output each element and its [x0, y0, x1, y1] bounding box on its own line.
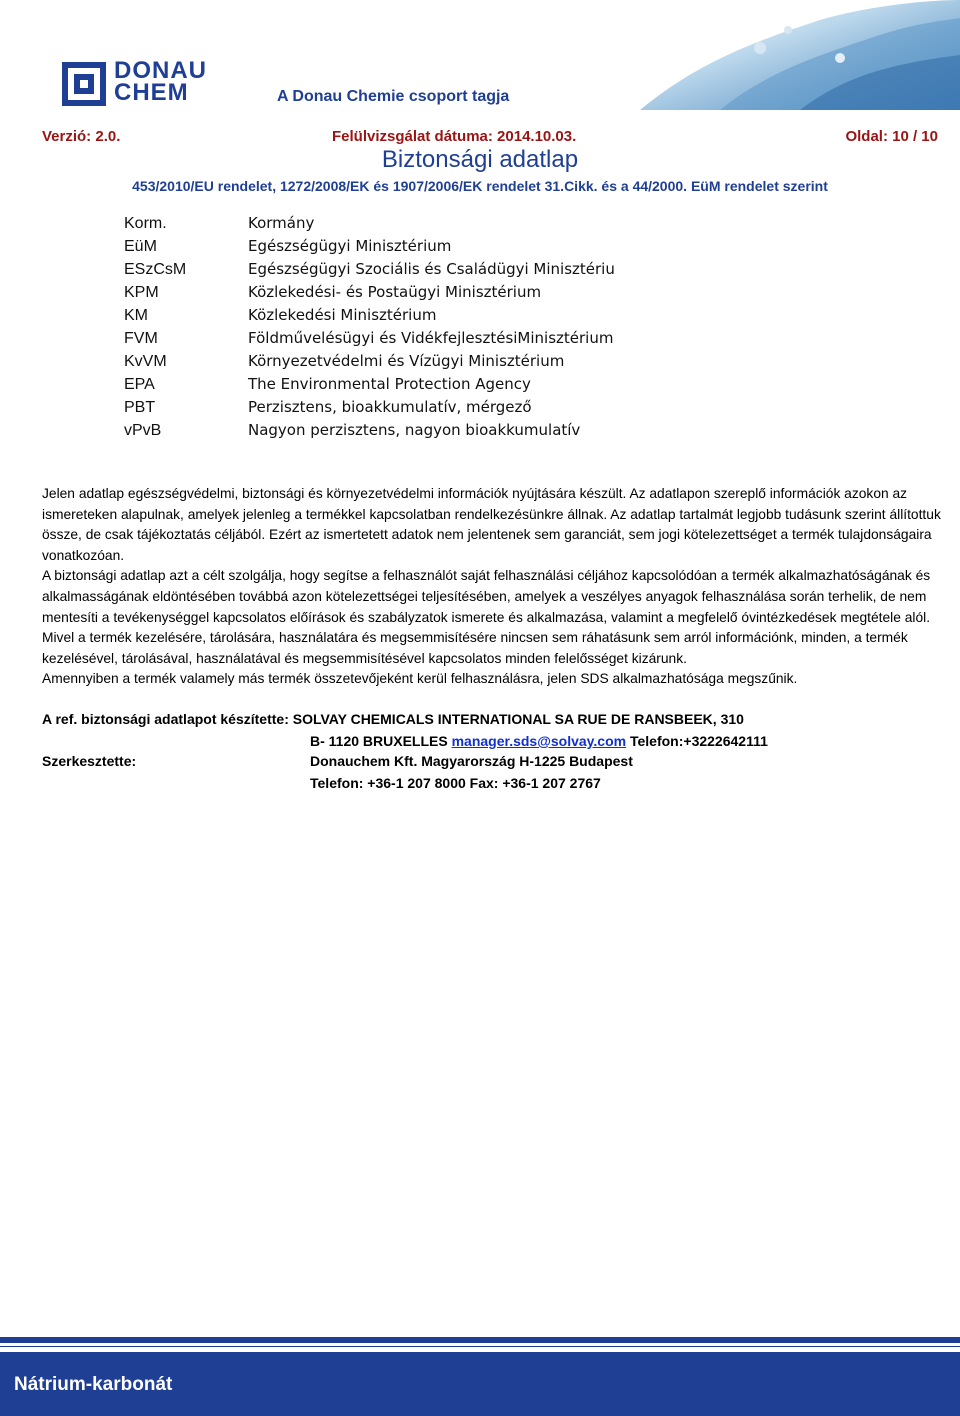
logo-line2: CHEM [114, 79, 189, 106]
abbreviation-item: vPvB Nagyon perzisztens, nagyon bioakkumulatív [124, 421, 581, 439]
abbreviation-list [124, 212, 615, 442]
abbreviation-item: KvVM Környezetvédelmi és Vízügyi Minisztérium [124, 352, 565, 370]
donau-chem-logo [62, 57, 232, 112]
reference-sds-author: A ref. biztonsági adatlapot készítette: SOLVAY CHEMICALS INTERNATIONAL SA RUE DE RANSBEEK, 310 [42, 711, 744, 727]
abbreviation-item: EüM Egészségügyi Minisztérium [124, 237, 452, 255]
reference-address: B- 1120 BRUXELLES manager.sds@solvay.com Telefon:+3222642111 [310, 733, 768, 749]
disclaimer-paragraph: Jelen adatlap egészségvédelmi, biztonsági és környezetvédelmi információk nyújtására készült. Az adatlapon szereplő információk azokon az ismereteken alapulnak, amelyek jelenleg a termékkel kapcsolatban rendelkezésünkre állnak. Az adatlap tartalmát legjobb tudásunk szerint állítottuk össze, de csak tájékoztatás céljából. Ezért az ismertetett adatok nem jelentenek sem garanciát, sem jogi kötelezettséget a termék tulajdonságaira vonatkozóan. [42, 486, 941, 563]
disclaimer-paragraph: Mivel a termék kezelésére, tárolására, használatára és megsemmisítésére nincsen sem ráhatásunk sem arról információnk, minden, a termék kezelésével, tárolásával, használatával és megsemmisítésével kapcsolatos minden felelősséget kizárunk. [42, 630, 908, 666]
footer-bar [0, 1352, 960, 1416]
abbreviation-item: EPA The Environmental Protection Agency [124, 375, 531, 393]
document-header [0, 0, 960, 120]
document-title: Biztonsági adatlap [381, 146, 579, 173]
abbreviation-item: Korm. Kormány [124, 214, 315, 232]
email-link[interactable]: manager.sds@solvay.com [451, 733, 627, 749]
tagline: A Donau Chemie csoport tagja [277, 88, 510, 105]
editor-label: Szerkesztette: [42, 753, 137, 769]
abbreviation-item: ESzCsM Egészségügyi Szociális és Családügyi Minisztériu [124, 260, 615, 278]
editor-company: Donauchem Kft. Magyarország H-1225 Budapest [310, 753, 633, 769]
footer-divider [0, 1337, 960, 1343]
disclaimer-paragraph: Amennyiben a termék valamely más termék összetevőjeként kerül felhasználásra, jelen SDS alkalmazhatósága megszűnik. [42, 671, 798, 687]
abbreviation-item: FVM Földművelésügyi és VidékfejlesztésiMinisztérium [124, 329, 614, 347]
disclaimer-paragraph: A biztonsági adatlap azt a célt szolgálja, hogy segítse a felhasználót saját felhasználási céljához kapcsolódóan a termék alkalmazhatóságának és alkalmasságának eldöntésében továbbá azon kötelezettségei teljesítésében, amelyek a veszélyes anyagok felhasználása során terhelik, de nem mentesíti a tevékenységgel kapcsolatos előírások és szabályzatok ismerete és alkalmazása, valamint a megfelelő óvintézkedések megtétele alól. [42, 568, 931, 625]
abbreviation-item: KPM Közlekedési- és Postaügyi Minisztérium [124, 283, 542, 301]
abbreviation-item: KM Közlekedési Minisztérium [124, 306, 437, 324]
water-splash-image [520, 0, 960, 110]
product-name: Nátrium-karbonát [14, 1374, 173, 1395]
footer-divider [0, 1346, 960, 1347]
version: Verzió: 2.0. [42, 128, 121, 145]
disclaimer-text [42, 484, 958, 690]
page-number: Oldal: 10 / 10 [845, 128, 938, 145]
revision-date: Felülvizsgálat dátuma: 2014.10.03. [332, 128, 577, 145]
logo-line1: DONAU [114, 57, 207, 84]
regulation-subtitle: 453/2010/EU rendelet, 1272/2008/EK és 1907/2006/EK rendelet 31.Cikk. és a 44/2000. EüM rendelet szerint [132, 178, 828, 194]
editor-contact: Telefon: +36-1 207 8000 Fax: +36-1 207 2767 [310, 775, 601, 791]
abbreviation-item: PBT Perzisztens, bioakkumulatív, mérgező [124, 398, 532, 416]
logo-mark-icon [62, 62, 106, 106]
